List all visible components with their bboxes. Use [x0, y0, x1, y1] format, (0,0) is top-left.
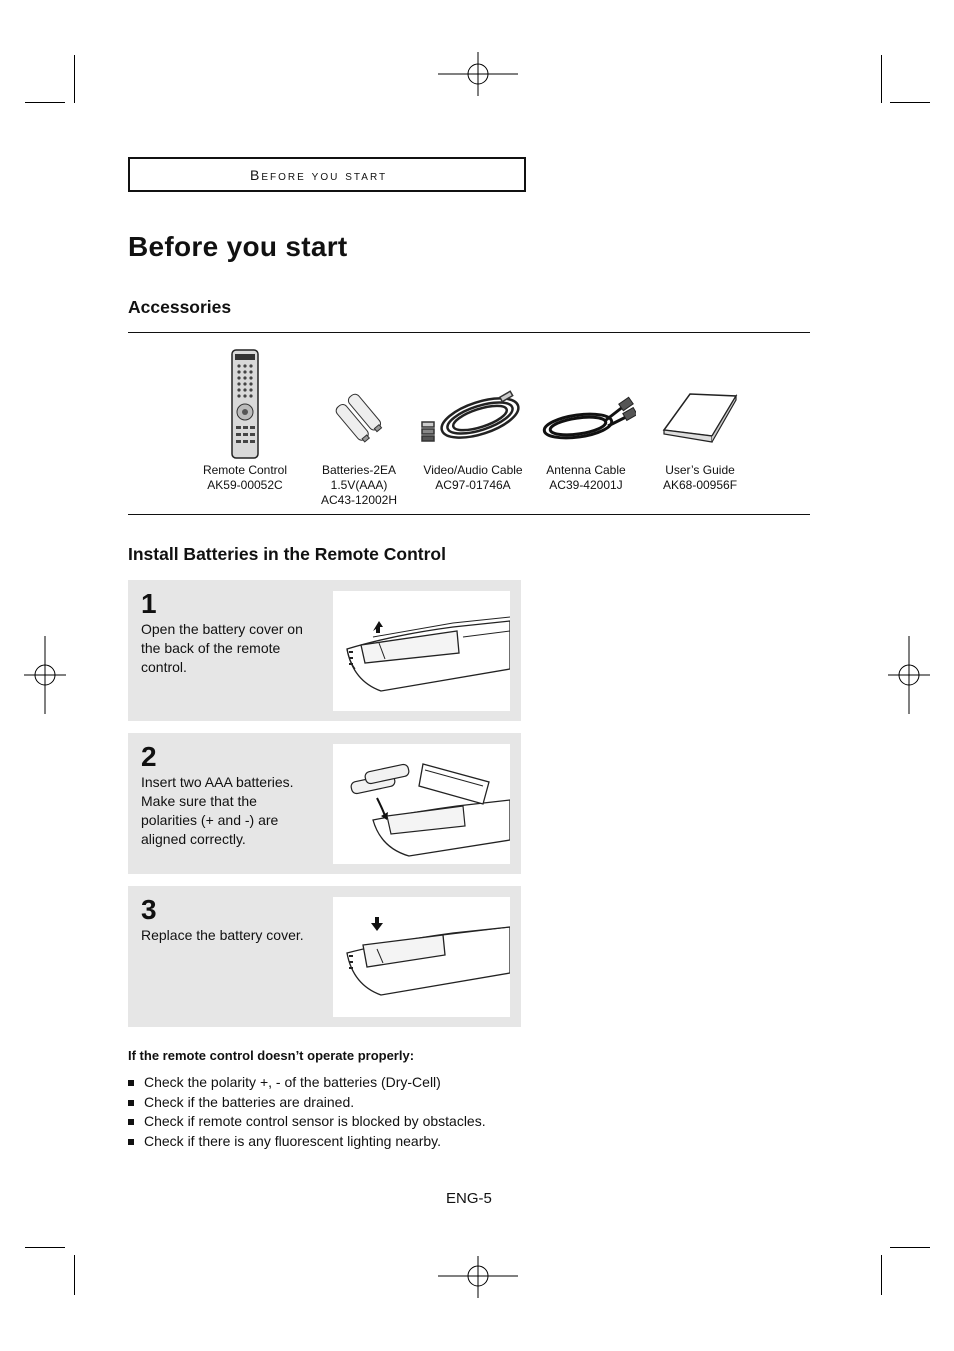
accessory-item-av-cable [416, 338, 530, 493]
section-label: Before you start [250, 167, 388, 183]
step-3 [128, 886, 521, 1027]
crop-mark [881, 55, 882, 103]
step-text: Replace the battery cover. [141, 927, 304, 943]
step-illustration [333, 591, 510, 711]
remote-insert-batteries-icon [333, 744, 510, 864]
install-heading: Install Batteries in the Remote Control [128, 544, 446, 564]
list-item: Check if remote control sensor is blocked by obstacles. [128, 1112, 486, 1132]
crop-mark [25, 1247, 65, 1248]
step-illustration [333, 897, 510, 1017]
crop-mark [890, 1247, 930, 1248]
crop-mark [25, 102, 65, 103]
list-item: Check if the batteries are drained. [128, 1093, 486, 1113]
section-header [128, 157, 526, 192]
remote-open-cover-icon [333, 591, 510, 711]
accessory-caption: Video/Audio Cable AC97-01746A [423, 463, 523, 492]
step-text: Open the battery cover on the back of the remote control. [141, 621, 303, 675]
video-audio-cable-icon [418, 388, 528, 448]
page-number: ENG-5 [446, 1190, 492, 1207]
users-guide-icon [660, 390, 740, 450]
crop-mark [74, 55, 75, 103]
registration-mark-icon [888, 636, 930, 714]
step-illustration [333, 744, 510, 864]
antenna-cable-icon [536, 392, 636, 448]
registration-mark-icon [438, 52, 518, 96]
accessory-caption: Batteries-2EA 1.5V(AAA) AC43-12002H [320, 463, 398, 507]
list-item: Check the polarity +, - of the batteries (Dry-Cell) [128, 1073, 486, 1093]
list-item: Check if there is any fluorescent lighting nearby. [128, 1132, 486, 1152]
accessory-caption: Antenna Cable AC39-42001J [546, 463, 626, 492]
crop-mark [881, 1255, 882, 1295]
remote-replace-cover-icon [333, 897, 510, 1017]
accessories-heading: Accessories [128, 297, 232, 317]
troubleshoot-list [128, 1073, 486, 1151]
accessory-caption: User’s Guide AK68-00956F [662, 463, 738, 492]
accessory-caption: Remote Control AK59-00052C [202, 463, 288, 492]
accessory-item-users-guide [643, 338, 757, 493]
troubleshoot-title: If the remote control doesn’t operate properly: [128, 1048, 415, 1063]
crop-mark [74, 1255, 75, 1295]
remote-control-icon [228, 348, 262, 460]
divider [128, 514, 810, 515]
registration-mark-icon [24, 636, 66, 714]
step-number: 1 [141, 588, 157, 619]
accessory-item-remote [188, 338, 302, 493]
step-1 [128, 580, 521, 721]
step-text: Insert two AAA batteries. Make sure that the polarities (+ and -) are aligned correctly. [141, 774, 294, 847]
step-number: 3 [141, 894, 157, 925]
accessory-item-batteries [302, 338, 416, 508]
crop-mark [890, 102, 930, 103]
batteries-icon [331, 386, 387, 450]
divider [128, 332, 810, 333]
step-2 [128, 733, 521, 874]
registration-mark-icon [438, 1256, 518, 1298]
accessory-item-antenna-cable [529, 338, 643, 493]
step-number: 2 [141, 741, 157, 772]
page-title: Before you start [128, 231, 348, 262]
